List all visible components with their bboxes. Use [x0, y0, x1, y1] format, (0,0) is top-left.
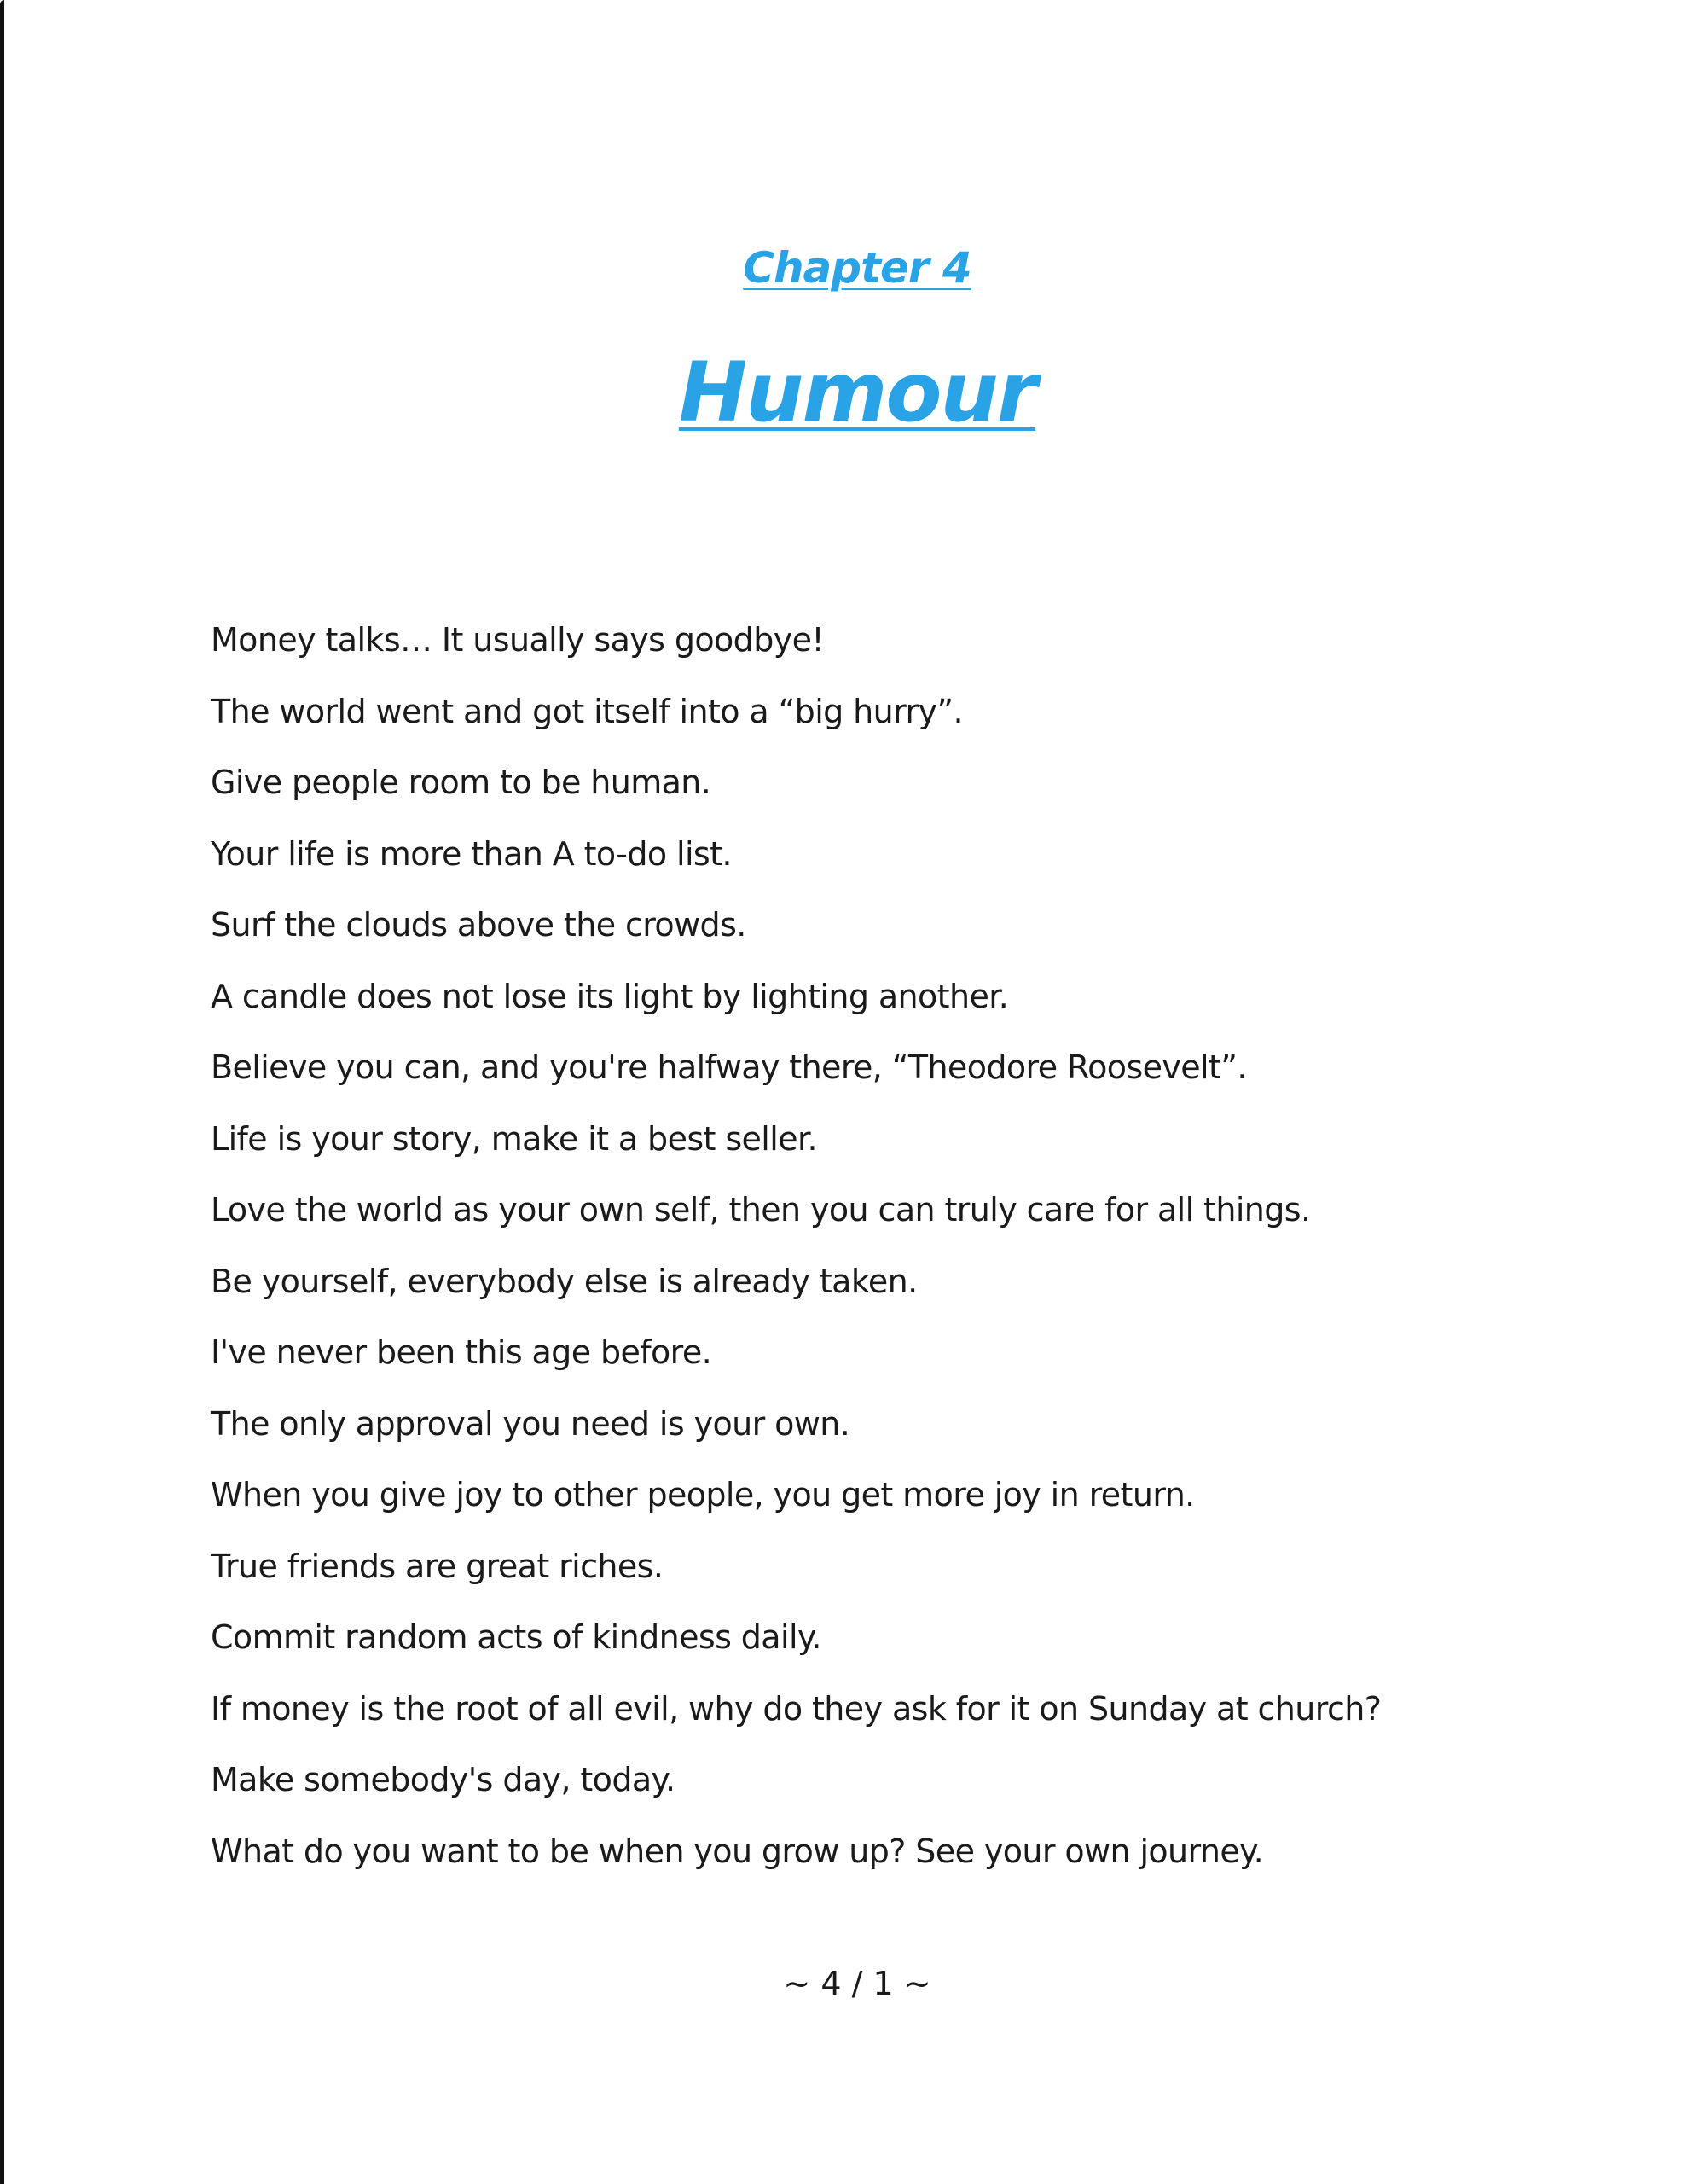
quote-line: The world went and got itself into a “big hurry”. [211, 692, 963, 730]
quote-line: Surf the clouds above the crowds. [211, 906, 746, 944]
quote-line: The only approval you need is your own. [211, 1404, 850, 1443]
quote-line: When you give joy to other people, you get more joy in return. [211, 1476, 1195, 1513]
quote-line: Money talks… It usually says goodbye! [211, 621, 825, 659]
quote-line: True friends are great riches. [211, 1547, 664, 1585]
chapter-title: Humour [678, 345, 1036, 440]
quote-line: Be yourself, everybody else is already taken. [211, 1262, 918, 1300]
quote-line: What do you want to be when you grow up? See your own journey. [211, 1832, 1264, 1870]
quote-line: Commit random acts of kindness daily. [211, 1618, 821, 1656]
quote-line: I've never been this age before. [211, 1333, 712, 1371]
page-number: ~ 4 / 1 ~ [783, 1965, 931, 2002]
quote-line: Make somebody's day, today. [211, 1761, 675, 1798]
chapter-label: Chapter 4 [743, 243, 971, 293]
quote-line: Give people room to be human. [211, 764, 711, 801]
quote-line: A candle does not lose its light by lighting another. [211, 977, 1009, 1015]
quote-list [211, 613, 1575, 1895]
quote-line: Believe you can, and you're halfway there, “Theodore Roosevelt”. [211, 1048, 1247, 1086]
quote-line: If money is the root of all evil, why do they ask for it on Sunday at church? [211, 1689, 1382, 1728]
quote-line: Your life is more than A to-do list. [211, 834, 732, 873]
quote-line: Love the world as your own self, then you can truly care for all things. [211, 1191, 1311, 1228]
quote-line: Life is your story, make it a best seller. [211, 1119, 818, 1158]
